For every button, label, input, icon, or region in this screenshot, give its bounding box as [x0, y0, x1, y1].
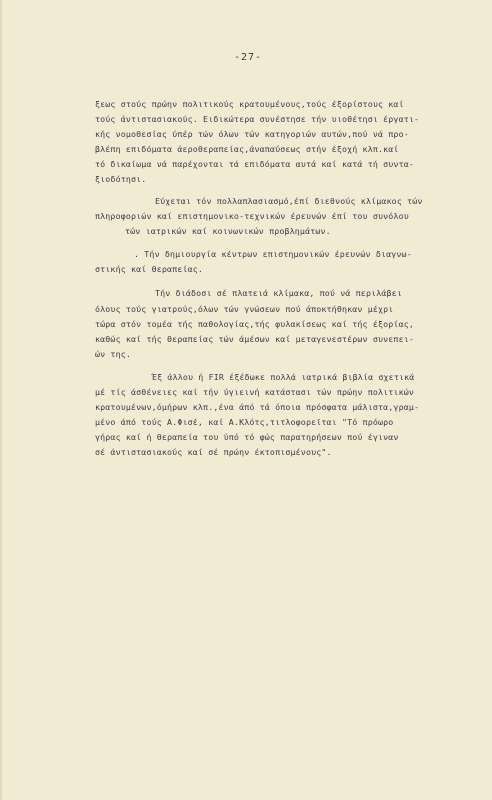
text-line: κρατουμένων,όμήρων κλπ.,ένα άπό τά όποια πρόσφατα μάλιστα,γραμ- — [95, 402, 420, 412]
text-line: στικής καί θεραπείας. — [95, 264, 204, 274]
text-line: γήρας καί ή θεραπεία του ύπό τό φώς παρατηρήσεων πού έγιναν — [95, 432, 399, 442]
page-number: -27- — [233, 52, 263, 63]
text-line: ξιοδότησι. — [95, 174, 147, 184]
text-line: τούς άντιστασιακούς. Ειδικώτερα συνέστησε τήν υιοθέτησι έργατι- — [95, 114, 420, 124]
text-line: τών ιατρικών καί κοινωνικών προβλημάτων. — [125, 226, 331, 236]
text-line: σέ άντιστασιακούς καί σέ πρώην έκτοπισμένους". — [95, 447, 332, 457]
text-line: . Τήν δημιουργία κέντρων επιστημονικών έρευνών διαγνω- — [134, 249, 412, 259]
text-line: κής νομοθεσίας ύπέρ τών όλων τών κατηγοριών αυτών,πού νά προ- — [95, 129, 409, 139]
text-line: Τήν διάδοσι σέ πλατειά κλίμακα, πού νά περιλάβει — [155, 288, 402, 298]
text-line: μένο άπό τούς Α.Φισέ, καί Α.Κλότς,τιτλοφορεϊται "Τό πρόωρο — [95, 417, 394, 427]
text-line: πληροφοριών καί επιστημονικο-τεχνικών έρευνών έπί του συνόλου — [95, 211, 409, 221]
text-line: τό δικαίωμα νά παρέχονται τά επιδόματα αυτά καί κατά τή συντα- — [95, 159, 414, 169]
text-line: μέ τίς άσθένειες καί τήν ύγιεινή κατάστασι τών πρώην πολιτικών — [95, 387, 414, 397]
text-line: Εύχεται τόν πολλαπλασιασμό,έπί διεθνούς κλίμακος τών — [155, 196, 423, 206]
text-line: ών της. — [95, 349, 132, 359]
text-line: τώρα στόν τομέα τής παθολογίας,τής φυλακίσεως καί τής έξορίας, — [95, 319, 414, 329]
text-line: ξεως στούς πρώην πολιτικούς κρατουμένους,τούς έξορίστους καί — [95, 99, 404, 109]
text-line: βλέπη επιδόματα άεροθεραπείας,άναπαύσεως στήν έξοχή κλπ.καί — [95, 144, 399, 154]
text-line: Έξ άλλου ή FIR έξέδωκε πολλά ιατρικά βιβλία σχετικά — [152, 372, 415, 382]
text-line: όλους τούς γιατρούς,όλων τών γνώσεων πού άποκτήθηκαν μέχρι — [95, 304, 394, 314]
text-line: καθώς καί τής θεραπείας τών άμέσων καί μεταγενεστέρων συνεπει- — [95, 334, 414, 344]
